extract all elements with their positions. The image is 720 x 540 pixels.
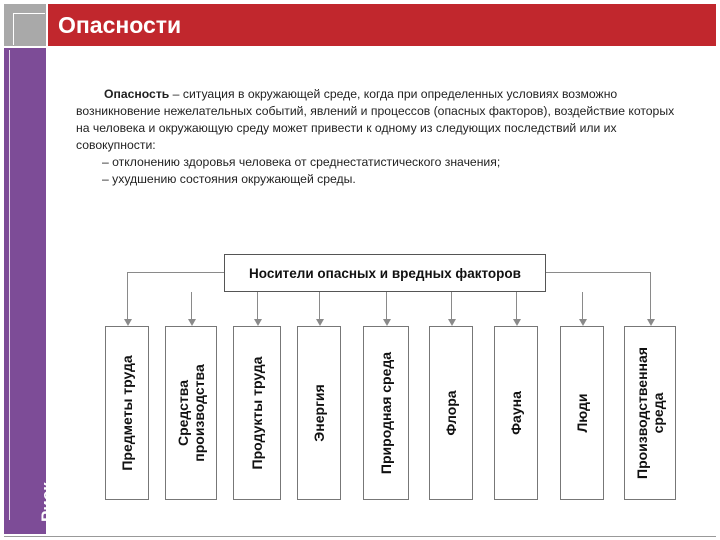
diagram-child-label: Средства производства (175, 364, 207, 462)
diagram-child-box (624, 326, 676, 500)
side-bar-rule (9, 50, 10, 520)
arrow-head (647, 319, 655, 326)
consequence-2: – ухудшению состояния окружающей среды. (102, 172, 356, 186)
diagram-child-label: Производственная среда (634, 347, 666, 479)
definition-text: – ситуация в окружающей среде, когда при определенных условиях возможно возникновение нежелательных событий, явлений и процессов (опасных факторов), воздействие которых на человека и окружающую среду может привести к одному из следующих последствий или их совокупности: (76, 87, 675, 152)
connector-drop (650, 272, 651, 319)
slide-title: Опасности (58, 12, 182, 38)
definition-term: Опасность (104, 87, 170, 101)
arrow-head (316, 319, 324, 326)
diagram-child-label: Продукты труда (249, 356, 265, 470)
connector-drop (127, 272, 128, 319)
corner-decoration (4, 4, 46, 46)
diagram-root-box (224, 254, 546, 292)
diagram-root-label: Носители опасных и вредных факторов (249, 265, 521, 281)
arrow-head (579, 319, 587, 326)
diagram-child-box (297, 326, 341, 500)
connector-drop (319, 292, 320, 319)
connector-drop (451, 292, 452, 319)
arrow-head (383, 319, 391, 326)
side-label: Риск (38, 482, 57, 522)
arrow-head (448, 319, 456, 326)
diagram-child-label: Фауна (508, 391, 524, 435)
diagram-child-label: Предметы труда (119, 355, 135, 471)
diagram-child-box (105, 326, 149, 500)
diagram-child-label: Флора (443, 390, 459, 436)
diagram-child-box (494, 326, 538, 500)
diagram-child-box (233, 326, 281, 500)
connector-drop (516, 292, 517, 319)
arrow-head (124, 319, 132, 326)
connector-right (546, 272, 650, 273)
connector-drop (191, 292, 192, 319)
diagram-child-label: Люди (574, 393, 590, 433)
connector-left (127, 272, 224, 273)
consequence-1: – отклонению здоровья человека от среднестатистического значения; (102, 155, 501, 169)
corner-decoration-frame (13, 13, 45, 45)
diagram-child-label: Природная среда (378, 351, 394, 475)
side-bar (4, 48, 46, 534)
arrow-head (188, 319, 196, 326)
arrow-head (254, 319, 262, 326)
arrow-head (513, 319, 521, 326)
definition-paragraph (76, 86, 676, 154)
connector-drop (386, 292, 387, 319)
diagram-child-box (165, 326, 217, 500)
connector-drop (257, 292, 258, 319)
bottom-rule (4, 536, 716, 537)
definition-block (76, 86, 676, 188)
connector-drop (582, 292, 583, 319)
diagram-child-label: Энергия (311, 384, 327, 442)
diagram-child-box (363, 326, 409, 500)
diagram-child-box (560, 326, 604, 500)
diagram-child-box (429, 326, 473, 500)
